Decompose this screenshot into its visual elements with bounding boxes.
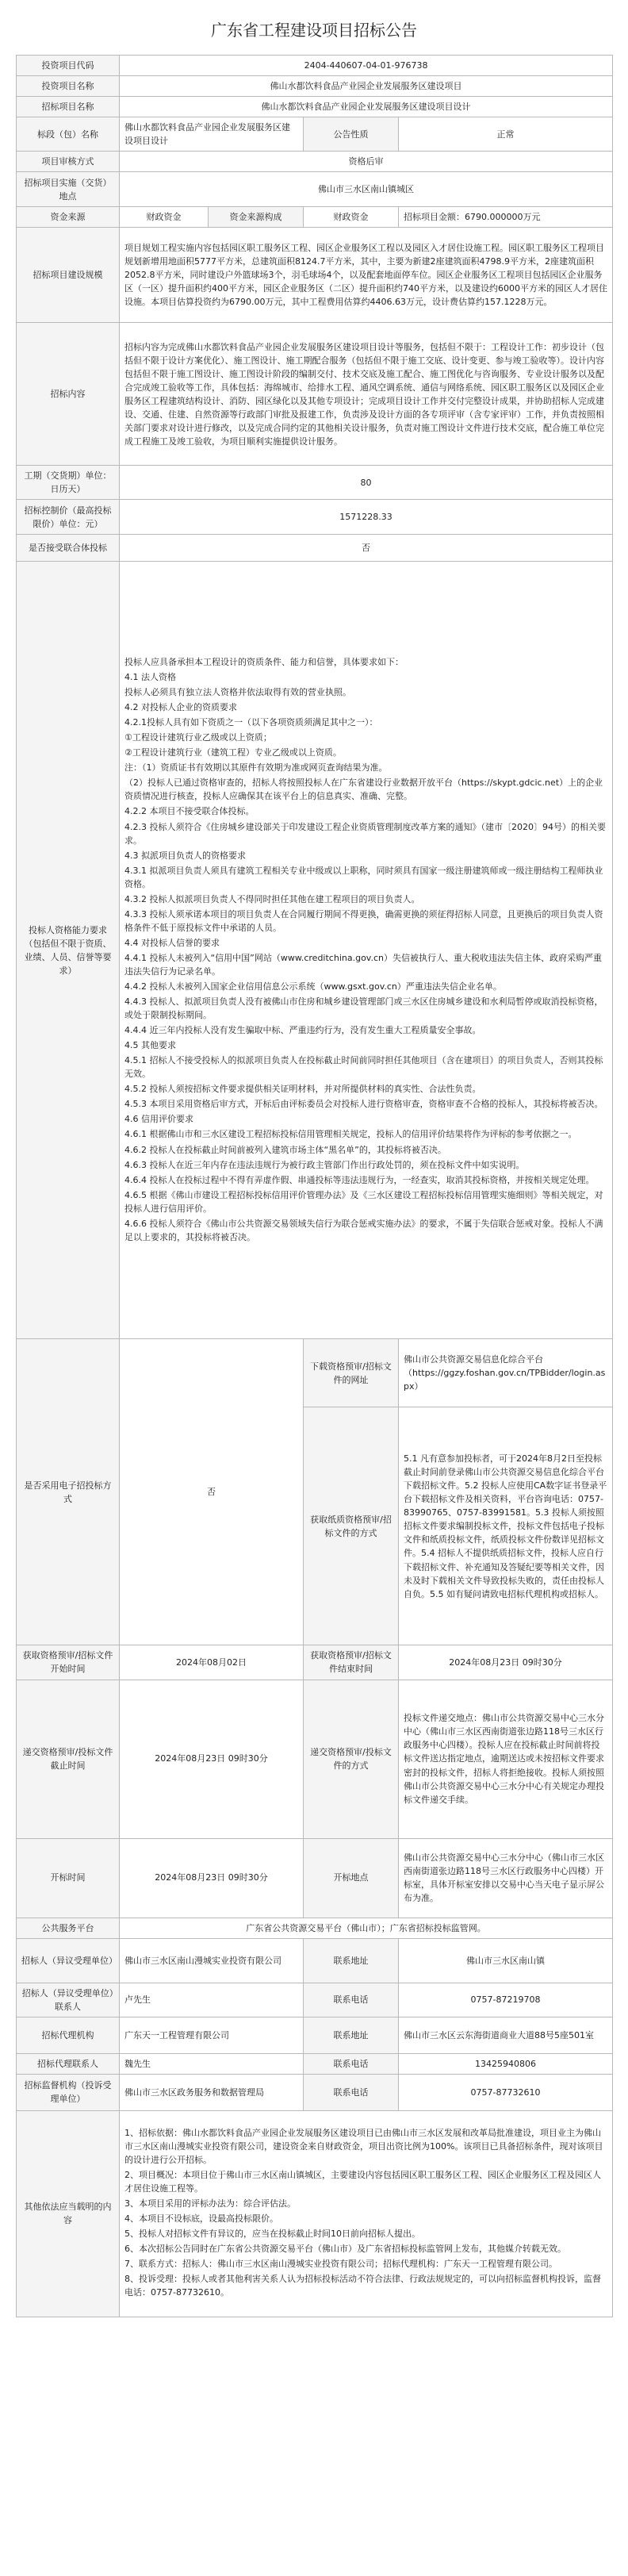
row-duration (17, 466, 613, 500)
value-tender-name: 佛山水都饮料食品产业园企业发展服务区建设项目设计 (120, 97, 613, 117)
value-tenderer-contact: 卢先生 (120, 1983, 304, 2017)
value-consortium: 否 (120, 535, 613, 562)
value-duration: 80 (120, 466, 613, 500)
value-agency: 广东天一工程管理有限公司 (120, 2017, 304, 2053)
label-obtain-start: 获取资格预审/招标文件开始时间 (17, 1645, 120, 1680)
label-opening-place: 开标地点 (304, 1838, 399, 1918)
row-location (17, 172, 613, 207)
row-agency-contact (17, 2053, 613, 2074)
row-supervision (17, 2074, 613, 2110)
label-agency-contact: 招标代理联系人 (17, 2053, 120, 2074)
value-funding-structure: 财政资金 (304, 207, 399, 228)
row-agency (17, 2017, 613, 2053)
label-project-name: 投资项目名称 (17, 76, 120, 97)
value-tenderer: 佛山市三水区南山漫城实业投资有限公司 (120, 1938, 304, 1983)
qualification-item: 4.6.4 投标人在投标过程中不得有弄虚作假、串通投标等违法违规行为，一经查实，取消其投标资格，并按相关规定处理。 (124, 1174, 595, 1185)
value-agency-phone: 13425940806 (399, 2053, 613, 2074)
row-tenderer-contact (17, 1983, 613, 2017)
other-item: 2、项目概况：本项目位于佛山市三水区南山镇城区，主要建设内容包括园区职工服务区工程、园区企业服务区工程及园区人才居住设施工程等。 (124, 2170, 601, 2194)
label-consortium: 是否接受联合体投标 (17, 535, 120, 562)
label-electronic: 是否采用电子招投标方式 (17, 1339, 120, 1645)
qualification-item: 4.6.3 投标人在近三年内存在违法违规行为被行政主管部门作出行政处罚的，须在投标文件中如实说明。 (124, 1159, 525, 1170)
qualification-item: 4.6.2 投标人在投标截止时间前被列入建筑市场主体“黑名单”的，其投标将被否决。 (124, 1144, 446, 1155)
row-opening (17, 1838, 613, 1918)
value-project-name: 佛山水都饮料食品产业园企业发展服务区建设项目 (120, 76, 613, 97)
row-scope (17, 323, 613, 466)
label-section: 标段（包）名称 (17, 117, 120, 152)
label-funding-amount: 招标项目金额： (404, 212, 465, 223)
value-obtain-end: 2024年08月23日 09时30分 (399, 1645, 613, 1680)
qualification-item: 4.5 其他要求 (124, 1040, 176, 1051)
qualification-item: 4.3 拟派项目负责人的资格要求 (124, 850, 246, 861)
label-scope: 招标内容 (17, 323, 120, 466)
label-paper-method: 获取纸质资格预审/招标文件的方式 (304, 1407, 399, 1645)
value-download-url[interactable]: 佛山市公共资源交易信息化综合平台（https://ggzy.foshan.gov.cn/TPBidder/login.aspx） (399, 1339, 613, 1407)
other-item: 8、投诉受理：投标人或者其他利害关系人认为招标投标活动不符合法律、行政法规规定的，可以向招标监督机构投诉，监督电话：0757-87732610。 (124, 2274, 601, 2298)
label-tenderer-address: 联系地址 (304, 1938, 399, 1983)
value-electronic: 否 (120, 1339, 304, 1645)
label-max-price: 招标控制价（最高投标限价）单位：元） (17, 500, 120, 535)
qualification-item: 4.4.3 投标人、拟派项目负责人没有被佛山市住房和城乡建设管理部门或三水区住房城乡建设和水利局暂停或取消投标资格，或处于限制投标期间。 (124, 996, 603, 1021)
value-supervision: 佛山市三水区政务服务和数据管理局 (120, 2074, 304, 2110)
other-item: 7、联系方式：招标人：佛山市三水区南山漫城实业投资有限公司；招标代理机构：广东天一工程管理有限公司。 (124, 2259, 557, 2270)
row-project-code (17, 56, 613, 76)
value-opening-time: 2024年08月23日 09时30分 (120, 1838, 304, 1918)
value-section: 佛山水都饮料食品产业园企业发展服务区建设项目设计 (120, 117, 304, 152)
row-project-name (17, 76, 613, 97)
value-scope: 招标内容为完成佛山水都饮料食品产业园企业发展服务区建设项目设计等服务，包括但不限于：工程设计工作：初步设计（包括但不限于设计方案优化）、施工图设计、施工期配合服务（包括但不限于施工交底、设计变更、参与竣工验收等）。设计内容包括但不限于施工图设计、施工图设计阶段的编制交付、技术交底及施工配合、施工图优化与咨询服务、专业设计服务以及配合完成竣工验收等工作，具体包括：海绵城市、给排水工程、通风空调系统、通信与网络系统、园区职工服务区以及园区企业服务区工程建筑结构设计、消防、园区绿化以及其他专项设计；完成项目设计工作并交付完整设计成果，并协助招标人完成建设、交通、住建、自然资源等行政部门审批及报建工作，负责涉及设计方面的各专项评审（含专家评审）工作，并负责按照相关部门要求对设计进行修改，以及完成合同约定的其他相关设计服务，负责对施工图设计文件进行技术交底，配合施工单位完成工程施工及竣工验收，为项目顺利实施提供设计服务。 (124, 341, 604, 447)
qualification-item: 4.4 对投标人信誉的要求 (124, 937, 220, 948)
other-item: 5、投标人对招标文件有异议的，应当在投标截止时间10日前向招标人提出。 (124, 2229, 420, 2240)
value-max-price: 1571228.33 (120, 500, 613, 535)
value-platform: 广东省公共资源交易平台（佛山市）；广东省招标投标监管网。 (120, 1918, 613, 1938)
value-notice-status: 正常 (399, 117, 613, 152)
qualification-item: 4.6.5 根据《佛山市建设工程招标投标信用评价管理办法》及《三水区建设工程招标投标信用管理实施细则》等相关规定，对投标人进行信用评价。 (124, 1189, 603, 1214)
label-supervision-phone: 联系电话 (304, 2074, 399, 2110)
label-location: 招标项目实施（交货）地点 (17, 172, 120, 207)
page-title: 广东省工程建设项目招标公告 (211, 21, 417, 40)
value-agency-contact: 魏先生 (120, 2053, 304, 2074)
label-scale: 招标项目建设规模 (17, 228, 120, 323)
row-obtain-time (17, 1645, 613, 1680)
value-funding-amount (399, 207, 613, 228)
label-platform: 公共服务平台 (17, 1918, 120, 1938)
qualification-item: 投标人应具备承担本工程设计的资质条件、能力和信誉，具体要求如下： (124, 656, 404, 667)
value-funding-source: 财政资金 (120, 207, 209, 228)
label-duration: 工期（交货期）单位：日历天） (17, 466, 120, 500)
qualification-item: 4.6.6 投标人须符合《佛山市公共资源交易领域失信行为联合惩戒实施办法》的要求，不属于失信联合惩戒对象。投标人不满足以上要求的，其投标将被否决。 (124, 1218, 603, 1242)
row-tenderer (17, 1938, 613, 1983)
value-approval: 资格后审 (120, 152, 613, 172)
announcement-page (16, 0, 612, 2365)
qualification-item: 4.4.1 投标人未被列入“信用中国”网站（www.creditchina.gov.cn）失信被执行人、重大税收违法失信主体、政府采购严重违法失信行为记录名单。 (124, 952, 602, 977)
label-download-url: 下载资格预审/招标文件的网址 (304, 1339, 399, 1407)
value-opening-place: 佛山市公共资源交易中心三水分中心（佛山市三水区西南街道张边路118号三水区行政服务中心四楼）开标室，具体开标室安排以交易中心当天电子显示屏公布为准。 (399, 1838, 613, 1918)
value-location: 佛山市三水区南山镇城区 (120, 172, 613, 207)
qualification-list (124, 655, 607, 1244)
qualification-item: 4.2.1投标人具有如下资质之一（以下各项资质须满足其中之一）： (124, 717, 378, 728)
label-qualification: 投标人资格能力要求（包括但不限于资质、业绩、人员、信誉等要求） (17, 562, 120, 1339)
qualification-item: ②工程设计建筑行业（建筑工程）专业乙级或以上资质。 (124, 747, 342, 758)
qualification-item: 4.1 法人资格 (124, 672, 176, 683)
label-tenderer-contact: 招标人（异议受理单位）联系人 (17, 1983, 120, 2017)
row-scale (17, 228, 613, 323)
label-supervision: 招标监督机构（投诉受理单位） (17, 2074, 120, 2110)
value-supervision-phone: 0757-87732610 (399, 2074, 613, 2110)
qualification-item: 4.2.2 本项目不接受联合体投标。 (124, 806, 255, 817)
label-approval: 项目审核方式 (17, 152, 120, 172)
value-submit-method: 投标文件递交地点：佛山市公共资源交易中心三水分中心（佛山市三水区西南街道张边路118号三水区行政服务中心四楼）。投标人应在投标截止时间前将投标文件送达指定地点，逾期送达或未按招标文件要求密封的投标文件，招标人将拒绝接收。投标人须按照佛山市公共资源交易中心三水分中心有关规定办理投标文件递交手续。 (399, 1680, 613, 1838)
label-obtain-end: 获取资格预审/招标文件结束时间 (304, 1645, 399, 1680)
announcement-table (16, 55, 613, 2317)
value-tenderer-phone: 0757-87219708 (399, 1983, 613, 2017)
qualification-item: 4.2.3 投标人须符合《住房城乡建设部关于印发建设工程企业资质管理制度改革方案的通知》（建市〔2020〕94号）的相关要求。 (124, 821, 606, 846)
qualification-item: 4.5.1 招标人不接受投标人的拟派项目负责人在投标截止时间前同时担任其他项目（含在建项目）的项目负责人，否则其投标无效。 (124, 1055, 603, 1080)
row-funding (17, 207, 613, 228)
qualification-item: 注：（1）资质证书有效期以其原件有效期为准或网页查询结果为准。 (124, 762, 388, 774)
value-tenderer-address: 佛山市三水区南山镇 (399, 1938, 613, 1983)
qualification-item: 4.6 信用评价要求 (124, 1114, 193, 1125)
other-item: 3、本项目采用的评标办法为：综合评估法。 (124, 2198, 296, 2209)
other-item: 1、招标依据：佛山水都饮料食品产业园企业发展服务区建设项目已由佛山市三水区发展和改革局批准建设，项目业主为佛山市三水区南山漫城实业投资有限公司，建设资金来自财政资金，项目出资比例为100%。该项目已具备招标条件，现对该项目的设计进行公开招标。 (124, 2127, 603, 2166)
label-funding-source: 资金来源 (17, 207, 120, 228)
row-electronic-download (17, 1339, 613, 1407)
row-section (17, 117, 613, 152)
label-project-code: 投资项目代码 (17, 56, 120, 76)
row-approval (17, 152, 613, 172)
value-agency-address: 佛山市三水区云东海街道商业大道88号5座501室 (399, 2017, 613, 2053)
other-item: 4、本项目不设标底，设最高投标限价。 (124, 2213, 278, 2225)
label-tender-name: 招标项目名称 (17, 97, 120, 117)
row-other (17, 2110, 613, 2317)
value-scale: 项目规划工程实施内容包括园区职工服务区工程、园区企业服务区工程以及园区入才居住设施工程。园区职工服务区工程项目规划新增用地面积5777平方米，总建筑面积8124.7平方米，其中，主要为新建2座建筑面积4798.9平方米，2座建筑面积2052.8平方米，同时建设户外篮球场3个，羽毛球场4个，以及配套地面停车位。园区企业服务区工程项目包括园区企业服务区（一区）提升面积约400平方米，园区企业服务区（二区）提升面积约740平方米，以及建设约6000平方米的园区人才居住设施。本项目估算投资约为6790.00万元，其中工程费用估算约4406.63万元，设计费估算约157.1228万元。 (124, 243, 607, 308)
label-submit-deadline: 递交资格预审/投标文件截止时间 (17, 1680, 120, 1838)
label-notice-status: 公告性质 (304, 117, 399, 152)
qualification-item: 4.4.4 近三年内投标人没有发生骗取中标、严重违约行为，没有发生重大工程质量安全事故。 (124, 1025, 481, 1036)
qualification-item: 4.5.2 投标人须按招标文件要求提供相关证明材料，并对所提供材料的真实性、合法性负责。 (124, 1084, 481, 1095)
qualification-item: ①工程设计建筑行业乙级或以上资质； (124, 732, 272, 743)
qualification-item: 4.2 对投标人企业的资质要求 (124, 702, 237, 713)
value-submit-deadline: 2024年08月23日 09时30分 (120, 1680, 304, 1838)
row-max-price (17, 500, 613, 535)
label-opening-time: 开标时间 (17, 1838, 120, 1918)
qualification-item: 4.5.3 本项目采用资格后审方式，开标后由评标委员会对投标人进行资格审查，资格审查不合格的投标人，其投标将被否决。 (124, 1099, 603, 1110)
label-agency: 招标代理机构 (17, 2017, 120, 2053)
label-funding-structure: 资金来源构成 (209, 207, 304, 228)
qualification-item: 4.3.3 投标人须承诺本项目的项目负责人在合同履行期间不得更换，确需更换的须征得招标人同意，且更换后的项目负责人资格条件不低于原投标文件中承诺的人员。 (124, 908, 603, 933)
qualification-item: （2）投标人已通过资格审查的，招标人将按照投标人在广东省建设行业数据开放平台（https://skypt.gdcic.net）上的企业资质情况进行核查，投标人应确保其在该平台上的信息真实、准确、完整。 (124, 777, 603, 802)
qualification-item: 4.4.2 投标人未被列入国家企业信用信息公示系统（www.gsxt.gov.cn）严重违法失信企业名单。 (124, 981, 502, 992)
row-submit (17, 1680, 613, 1838)
qualification-item: 4.3.2 投标人拟派项目负责人不得同时担任其他在建工程项目的项目负责人。 (124, 893, 420, 904)
label-agency-address: 联系地址 (304, 2017, 399, 2053)
other-item: 6、本次招标公告同时在广东省公共资源交易平台（佛山市）及广东省招标投标监管网上发布，其他媒介转载无效。 (124, 2244, 566, 2255)
label-submit-method: 递交资格预审/投标文件的方式 (304, 1680, 399, 1838)
row-qualification (17, 562, 613, 1339)
label-agency-phone: 联系电话 (304, 2053, 399, 2074)
row-consortium (17, 535, 613, 562)
row-tender-name (17, 97, 613, 117)
label-tenderer-phone: 联系电话 (304, 1983, 399, 2017)
qualification-item: 4.3.1 拟派项目负责人须具有建筑工程相关专业中级或以上职称，同时须具有国家一级注册建筑师或一级注册结构工程师执业资格。 (124, 865, 603, 889)
row-platform (17, 1918, 613, 1938)
label-other: 其他依法应当载明的内容 (17, 2110, 120, 2317)
value-project-code: 2404-440607-04-01-976738 (120, 56, 613, 76)
other-list (124, 2126, 607, 2300)
value-obtain-start: 2024年08月02日 (120, 1645, 304, 1680)
qualification-item: 投标人必须具有独立法人资格并依法取得有效的营业执照。 (124, 687, 351, 698)
value-paper-method: 5.1 凡有意参加投标者，可于2024年8月2日至投标截止时间前登录佛山市公共资源交易信息化综合平台下载招标文件。5.2 投标人应使用CA数字证书登录平台下载招标文件及相关资料，平台咨询电话：0757-83990765、0757-83991581。5.3 投标人须按照招标文件要求编制投标文件，投标文件包括电子投标文件和纸质投标文件，纸质投标文件份数详见招标文件。5.4 招标人不提供纸质招标文件，投标人应自行下载招标文件、补充通知及答疑纪要等相关文件，因未及时下载相关文件导致投标失败的，责任由投标人自负。5.5 如有疑问请致电招标代理机构或招标人。 (399, 1407, 613, 1645)
label-tenderer: 招标人（异议受理单位） (17, 1938, 120, 1983)
qualification-item: 4.6.1 根据佛山市和三水区建设工程招标投标信用管理相关规定，投标人的信用评价结果将作为评标的参考依据之一。 (124, 1129, 577, 1140)
funding-amount: 6790.000000万元 (465, 212, 541, 223)
